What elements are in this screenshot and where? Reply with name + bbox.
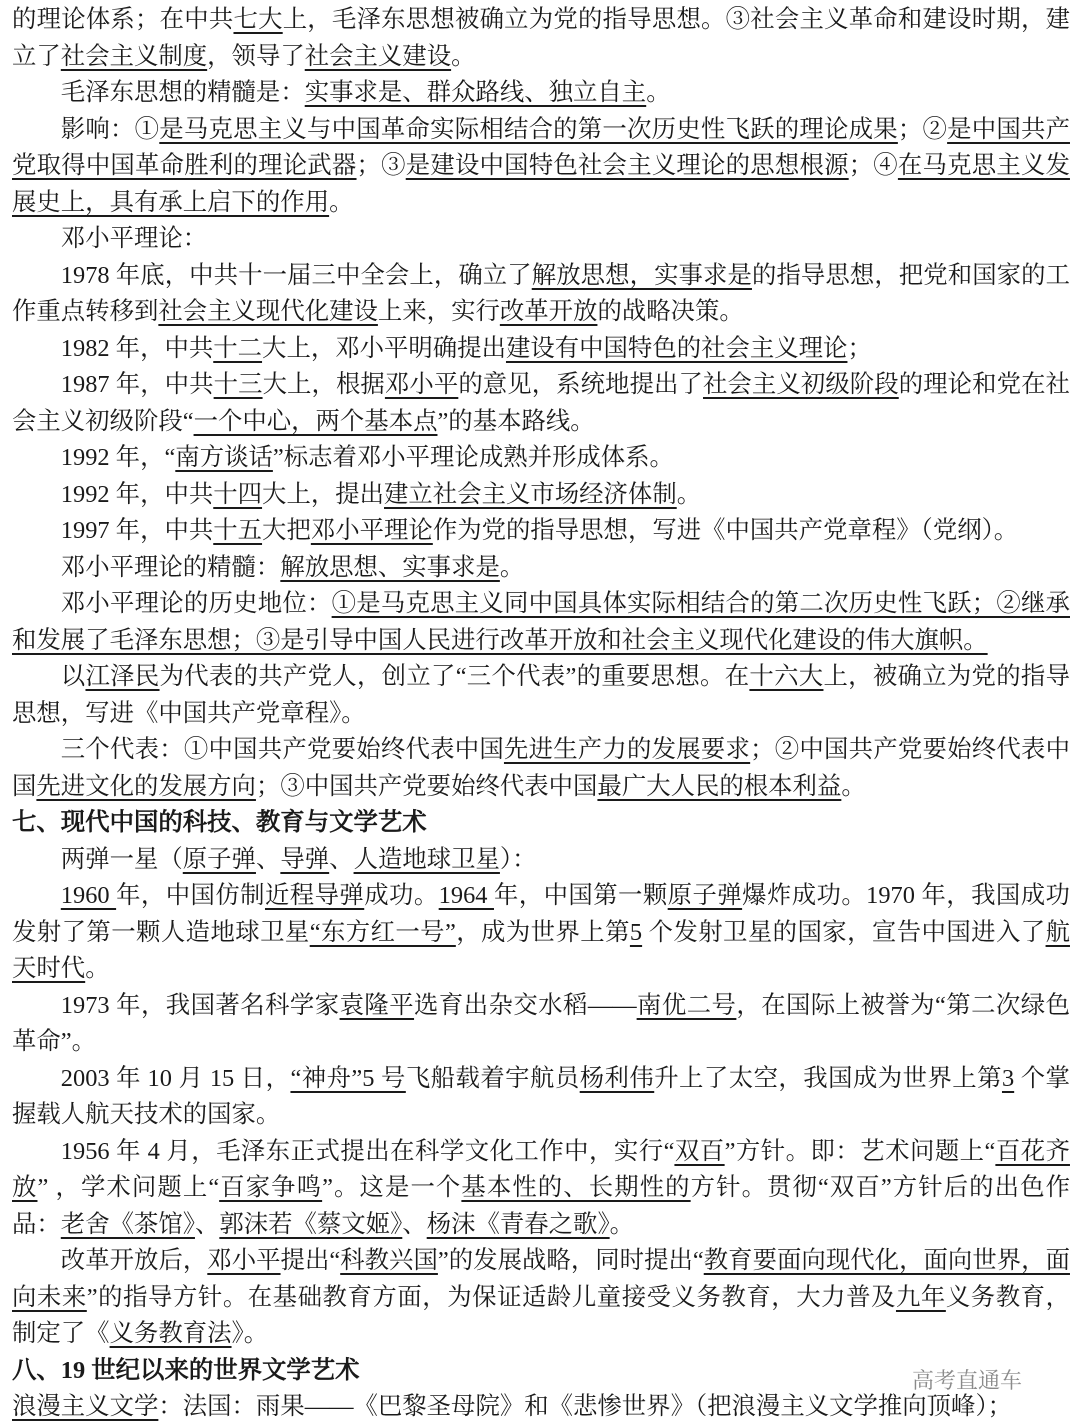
text-run: 飞船载着宇航员	[405, 1064, 580, 1092]
text-run: 提出“	[280, 1247, 341, 1274]
paragraph	[12, 75, 1070, 112]
underlined-key-term: 教育要面向现代化，面向世界，面向未来	[12, 1247, 1070, 1311]
text-run: 》。	[231, 1320, 269, 1347]
underlined-key-term: 十六大	[749, 663, 824, 690]
text-run: 的指导思想，把党和国家的工作重点转移到	[12, 261, 1070, 325]
paragraph	[12, 878, 1070, 988]
underlined-key-term: 社会主义制度	[60, 42, 208, 70]
text-run: ；②中国共产党要始终代表中国	[12, 736, 1070, 800]
underlined-key-term: 是中国共产党取得中国革命胜利的理论武器	[12, 115, 1070, 179]
underlined-key-term: 江泽民	[85, 663, 160, 690]
text-run: ，领导了	[207, 42, 305, 70]
text-run: 、	[255, 845, 281, 873]
underlined-key-term: 浪漫主义文学	[12, 1393, 159, 1420]
text-run: 、	[194, 1210, 220, 1238]
watermark: 高考直通车	[912, 1369, 1023, 1394]
text-run: 选育出杂交水稻——	[414, 991, 637, 1019]
underlined-key-term: 十五	[213, 517, 263, 544]
paragraph	[12, 258, 1070, 331]
text-run: 。	[646, 79, 671, 106]
text-run: 1982 年，中共	[60, 334, 214, 362]
paragraph	[12, 1061, 1070, 1134]
underlined-key-term: 一个中心，两个基本点	[193, 407, 438, 435]
underlined-key-term: 义务教育法	[109, 1320, 232, 1347]
text-run: 影响：①	[60, 115, 160, 143]
underlined-key-term: 十四	[213, 480, 263, 508]
underlined-key-term: 原子弹	[182, 845, 256, 873]
text-run: 。	[85, 955, 110, 982]
text-run: ”方针。即：艺术问题上“	[724, 1137, 996, 1165]
paragraph	[12, 112, 1070, 222]
paragraph	[12, 586, 1070, 659]
underlined-key-term: 邓小平	[384, 371, 459, 398]
paragraph	[12, 2, 1070, 75]
underlined-key-term: ①是马克思主义同中国具体实际相结合的第二次历史性飞跃；②继承和发展了毛泽东思想；③是引导中国人民进行改革开放和社会主义现代化建设的伟大旗帜。	[12, 590, 1070, 654]
text-run: 大把	[262, 517, 311, 544]
text-run: 。	[499, 553, 525, 581]
underlined-key-term: 航天时代	[12, 918, 1070, 982]
text-run: 。	[841, 772, 866, 800]
paragraph	[12, 550, 1070, 587]
underlined-key-term: 社会主义初级阶段	[703, 371, 899, 398]
paragraph	[12, 331, 1070, 368]
text-run: 的意见，系统地提出了	[458, 371, 703, 398]
text-run: ；	[847, 334, 872, 362]
text-run: 为代表的共产党人，创立了“三个代表”的重要思想。在	[159, 663, 750, 690]
underlined-key-term: 3	[1001, 1064, 1015, 1092]
text-run: 邓小平理论的历史地位：	[60, 590, 332, 617]
underlined-key-term: 郭沫若《蔡文姬》	[219, 1210, 403, 1238]
underlined-key-term: 1960	[60, 882, 117, 909]
text-run: ；②	[897, 115, 948, 143]
underlined-key-term: 是建设中国特色社会主义理论的思想根源	[405, 152, 849, 179]
text-run: 大上，根据	[262, 371, 385, 398]
underlined-key-term: 百家争鸣	[219, 1174, 323, 1201]
underlined-key-term: 双百	[674, 1137, 725, 1165]
underlined-key-term: 解放思想、实事求是	[280, 553, 500, 581]
underlined-key-term: 袁隆平	[339, 991, 415, 1019]
underlined-key-term: 十二	[213, 334, 263, 362]
text-run: 义务教育，制定了《	[12, 1283, 1070, 1347]
paragraph	[12, 513, 1070, 550]
text-run: 邓小平理论：	[60, 225, 208, 252]
text-run: 上，毛泽东思想被确立为党的指导思想。③社会主义革命和建设时期，建立了	[12, 6, 1070, 70]
underlined-key-term: 实事求是、群众路线、独立自主	[304, 79, 647, 106]
underlined-key-term: 十三	[213, 371, 263, 398]
underlined-key-term: 导弹	[280, 845, 330, 873]
text-run: 七、现代中国的科技、教育与文学艺术	[12, 809, 427, 836]
text-run: 。	[451, 42, 476, 70]
text-run: 1973 年，我国著名科学家	[60, 991, 340, 1019]
text-run: 1992 年，“	[60, 444, 176, 471]
paragraph	[12, 367, 1070, 440]
text-run: 邓小平理论的精髓：	[60, 553, 281, 581]
underlined-key-term: 科教兴国	[340, 1247, 438, 1274]
text-run: 三个代表：①中国共产党要始终代表中国	[60, 736, 504, 763]
text-run: ”的基本路线。	[437, 407, 595, 435]
text-run: 。	[676, 480, 702, 508]
text-run: 1997 年，中共	[60, 517, 214, 544]
text-run: 、	[402, 1210, 427, 1238]
underlined-key-term: 人造地球卫星	[353, 845, 500, 873]
text-run: 的理论体系；在中共	[12, 6, 234, 33]
text-run: 个发射卫星的国家，宣告中国进入了	[642, 918, 1046, 946]
underlined-key-term: 社会主义现代化建设	[158, 298, 378, 325]
text-run: 上来，实行	[377, 298, 500, 325]
text-run: ，成为世界上第	[455, 918, 630, 946]
text-run: 1992 年，中共	[60, 480, 214, 508]
underlined-key-term: 老舍《茶馆》	[60, 1210, 195, 1238]
section-heading	[12, 805, 1070, 842]
underlined-key-term: 杨利伟	[579, 1064, 655, 1092]
text-run: ；④	[848, 152, 898, 179]
text-run: 。	[329, 188, 354, 216]
paragraph	[12, 842, 1070, 879]
underlined-key-term: 九年	[895, 1283, 946, 1311]
text-run: ”的发展战略，同时提出“	[437, 1247, 704, 1274]
underlined-key-term: 改革开放	[499, 298, 598, 325]
text-run: 大上，提出	[262, 480, 385, 508]
underlined-key-term: 最广大人民的根本利益	[597, 772, 842, 800]
text-run: 以	[60, 663, 86, 690]
text-run: 、	[329, 845, 354, 873]
text-run: ）：	[499, 845, 537, 873]
paragraph	[12, 1243, 1070, 1353]
text-run: 八、19 世纪以来的世界文学艺术	[12, 1356, 360, 1384]
underlined-key-term: 建立社会主义市场经济体制	[384, 480, 677, 508]
underlined-key-term: 杨沫《青春之歌》	[426, 1210, 610, 1238]
text-run: ” ，学术问题上“	[37, 1174, 220, 1201]
underlined-key-term: “东方红一号”	[309, 918, 456, 946]
underlined-key-term: 1964	[438, 882, 494, 909]
paragraph	[12, 732, 1070, 805]
text-run: 作为党的指导思想，写进《中国共产党章程》（党纲）。	[432, 517, 1019, 544]
underlined-key-term: 邓小平理论	[310, 517, 433, 544]
text-run: 1956 年 4 月，毛泽东正式提出在科学文化工作中，实行“	[60, 1137, 675, 1165]
paragraph	[12, 440, 1070, 477]
underlined-key-term: 近程导弹	[264, 882, 365, 909]
text-run: 成功。	[364, 882, 439, 909]
text-run: 年，中国第一颗	[493, 882, 668, 909]
underlined-key-term: 先进生产力的发展要求	[503, 736, 751, 763]
text-run: 个掌握载人航天技术的国家。	[12, 1064, 1070, 1128]
underlined-key-term: 基本性的、长期性的	[461, 1174, 691, 1201]
underlined-key-term: “神舟”5 号	[290, 1064, 406, 1092]
underlined-key-term: 原子弹	[667, 882, 743, 909]
text-run: ”的指导方针。在基础教育方面，为保证适龄儿童接受义务教育，大力普及	[86, 1283, 896, 1311]
underlined-key-term: 南优二号	[636, 991, 737, 1019]
text-run: ：法国：雨果——《巴黎圣母院》和《悲惨世界》（把浪漫主义文学推向顶峰）；	[158, 1393, 1013, 1420]
underlined-key-term: 七大	[233, 6, 283, 33]
text-run: 大上，邓小平明确提出	[262, 334, 506, 362]
text-run: 上，被确立为党的指导思想，写进《中国共产党章程》。	[12, 663, 1070, 727]
text-run: 的战略决策。	[597, 298, 744, 325]
text-run: 升上了太空，我国成为世界上第	[654, 1064, 1002, 1092]
document-body	[12, 2, 1070, 1426]
text-run: 毛泽东思想的精髓是：	[60, 79, 305, 106]
paragraph	[12, 221, 1070, 258]
text-run: 。	[609, 1210, 635, 1238]
underlined-key-term: 南方谈话	[175, 444, 273, 471]
text-run: 两弹一星（	[60, 845, 183, 873]
text-run: ；③	[356, 152, 406, 179]
text-run: 1987 年，中共	[60, 371, 214, 398]
text-run: 1978 年底，中共十一届三中全会上，确立了	[60, 261, 532, 289]
paragraph	[12, 1134, 1070, 1244]
paragraph	[12, 477, 1070, 514]
underlined-key-term: 在马克思主义发展史上，具有承上启下的作用	[12, 152, 1070, 216]
text-run: ”。这是一个	[322, 1174, 462, 1201]
underlined-key-term: 是马克思主义与中国革命实际相结合的第一次历史性飞跃的理论成果	[159, 115, 898, 143]
underlined-key-term: 百花齐放	[12, 1137, 1070, 1201]
text-run: 爆炸成功。1970 年，我国成功发射了第一颗人造地球卫星	[12, 882, 1070, 946]
underlined-key-term: 解放思想，实事求是	[531, 261, 752, 289]
text-run: 方针。贯彻“双百”方针后的出色作品：	[12, 1174, 1070, 1238]
text-run: ，在国际上被誉为“第二次绿色革命”。	[12, 991, 1070, 1055]
text-run: ；③中国共产党要始终代表中国	[255, 772, 598, 800]
paragraph	[12, 659, 1070, 732]
underlined-key-term: 先进文化的发展方向	[36, 772, 256, 800]
text-run: ”标志着邓小平理论成熟并形成体系。	[272, 444, 674, 471]
text-run: 2003 年 10 月 15 日，	[60, 1064, 291, 1092]
paragraph	[12, 988, 1070, 1061]
underlined-key-term: 邓小平	[207, 1247, 281, 1274]
text-run: 改革开放后，	[60, 1247, 208, 1274]
underlined-key-term: 建设有中国特色的社会主义理论	[505, 334, 848, 362]
underlined-key-term: 社会主义建设	[304, 42, 452, 70]
text-run: 的理论和党在社会主义初级阶段“	[12, 371, 1070, 435]
text-run: 年，中国仿制	[116, 882, 265, 909]
underlined-key-term: 5	[629, 918, 643, 946]
